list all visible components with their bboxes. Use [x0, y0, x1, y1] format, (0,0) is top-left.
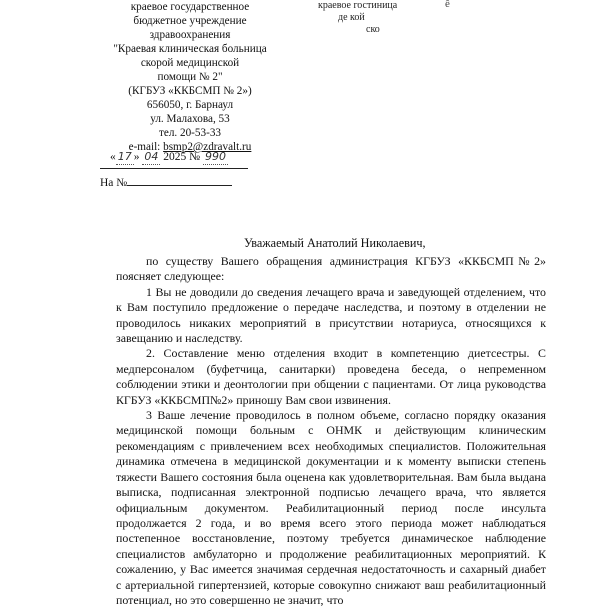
date-close-quote: » — [133, 151, 140, 163]
handwritten-month: 04 — [144, 150, 159, 163]
number-sign: № — [189, 151, 201, 163]
handwritten-day: 17 — [117, 150, 132, 163]
salutation: Уважаемый Анатолий Николаевич, — [244, 236, 426, 250]
date-open-quote: « — [110, 151, 116, 163]
paragraph: 3 Ваше лечение проводилось в полном объеме, согласно порядку оказания медицинской помощи больным с ОНМК и действующим клиническим рекомендациям с привлечением всех необходимых специалистов. Положительная динамика отмечена в медицинской документации и к моменту выписки степень тяжести Вашего состояния была оценена как удовлетворительная. Вам была выдана выписка, подписанная электронной подписью лечащего врача, что является официальным документом. Реабилитационный период после инсульта продолжается 2 года, и во время всего этого периода может наблюдаться постепенное восстановление, поэтому требуется динамическое наблюдение специалистов амбулаторно и продолжение реабилитационных мероприятий. К сожалению, у Вас имеется значимая сердечная недостаточность и сахарный диабет с артериальной гипертензией, которые совокупно снижают ваш реабилитационный потенциал, но это совершенно не значит, что — [116, 408, 546, 607]
date-rule — [100, 168, 248, 169]
letterhead-line: скорой медицинской — [140, 57, 240, 69]
letterhead-line: помощи № 2" — [157, 71, 223, 83]
na-label: На № — [100, 177, 128, 189]
letterhead-line: тел. 20-53-33 — [158, 127, 222, 139]
paragraph: по существу Вашего обращения администрация КГБУЗ «ККБСМП№2» поясняет следующее: — [116, 254, 546, 284]
date-year: 2025 — [163, 151, 187, 163]
na-blank — [127, 185, 232, 186]
recipient-fragment — [318, 0, 397, 36]
email-link[interactable]: bsmp2@zdravalt.ru — [163, 141, 252, 153]
letterhead-line: бюджетное учреждение — [133, 15, 247, 27]
letterhead-line: (КГБУЗ «ККБСМП № 2») — [128, 85, 252, 97]
letter-body — [116, 254, 546, 608]
outgoing-date-number — [110, 150, 228, 165]
letterhead-line: ул. Малахова, 53 — [150, 113, 230, 125]
letterhead-line: здравоохранения — [149, 29, 231, 41]
handwritten-number: 990 — [204, 150, 226, 163]
letterhead — [100, 0, 280, 154]
paragraph: 2. Составление меню отделения входит в компетенцию диетсестры. С медперсоналом (буфетчица, санитарки) проведена беседа, о непременном соблюдении этики и деонтологии при общении с пациентами. От лица руководства КГБУЗ «ККБСМП№2» приношу Вам свои извинения. — [116, 346, 546, 407]
recipient-line: де кой — [338, 12, 365, 23]
corner-mark: ê — [445, 0, 450, 10]
paragraph: 1 Вы не доводили до сведения лечащего врача и заведующей отделением, что к Вам поступило предложение о передаче наследства, и поэтому в отделении не проводилось никаких мероприятий в присутствии нотариуса, относящихся к завещанию и наследству. — [116, 284, 546, 346]
recipient-line: краевое гостиница — [318, 0, 398, 11]
letterhead-line: 656050, г. Барнаул — [146, 99, 234, 111]
reference-number-row — [100, 176, 232, 190]
recipient-line: ско — [366, 24, 380, 35]
letterhead-line: краевое государственное — [130, 1, 250, 13]
email-label: e-mail: — [128, 141, 161, 153]
letterhead-line: "Краевая клиническая больница — [113, 43, 267, 55]
